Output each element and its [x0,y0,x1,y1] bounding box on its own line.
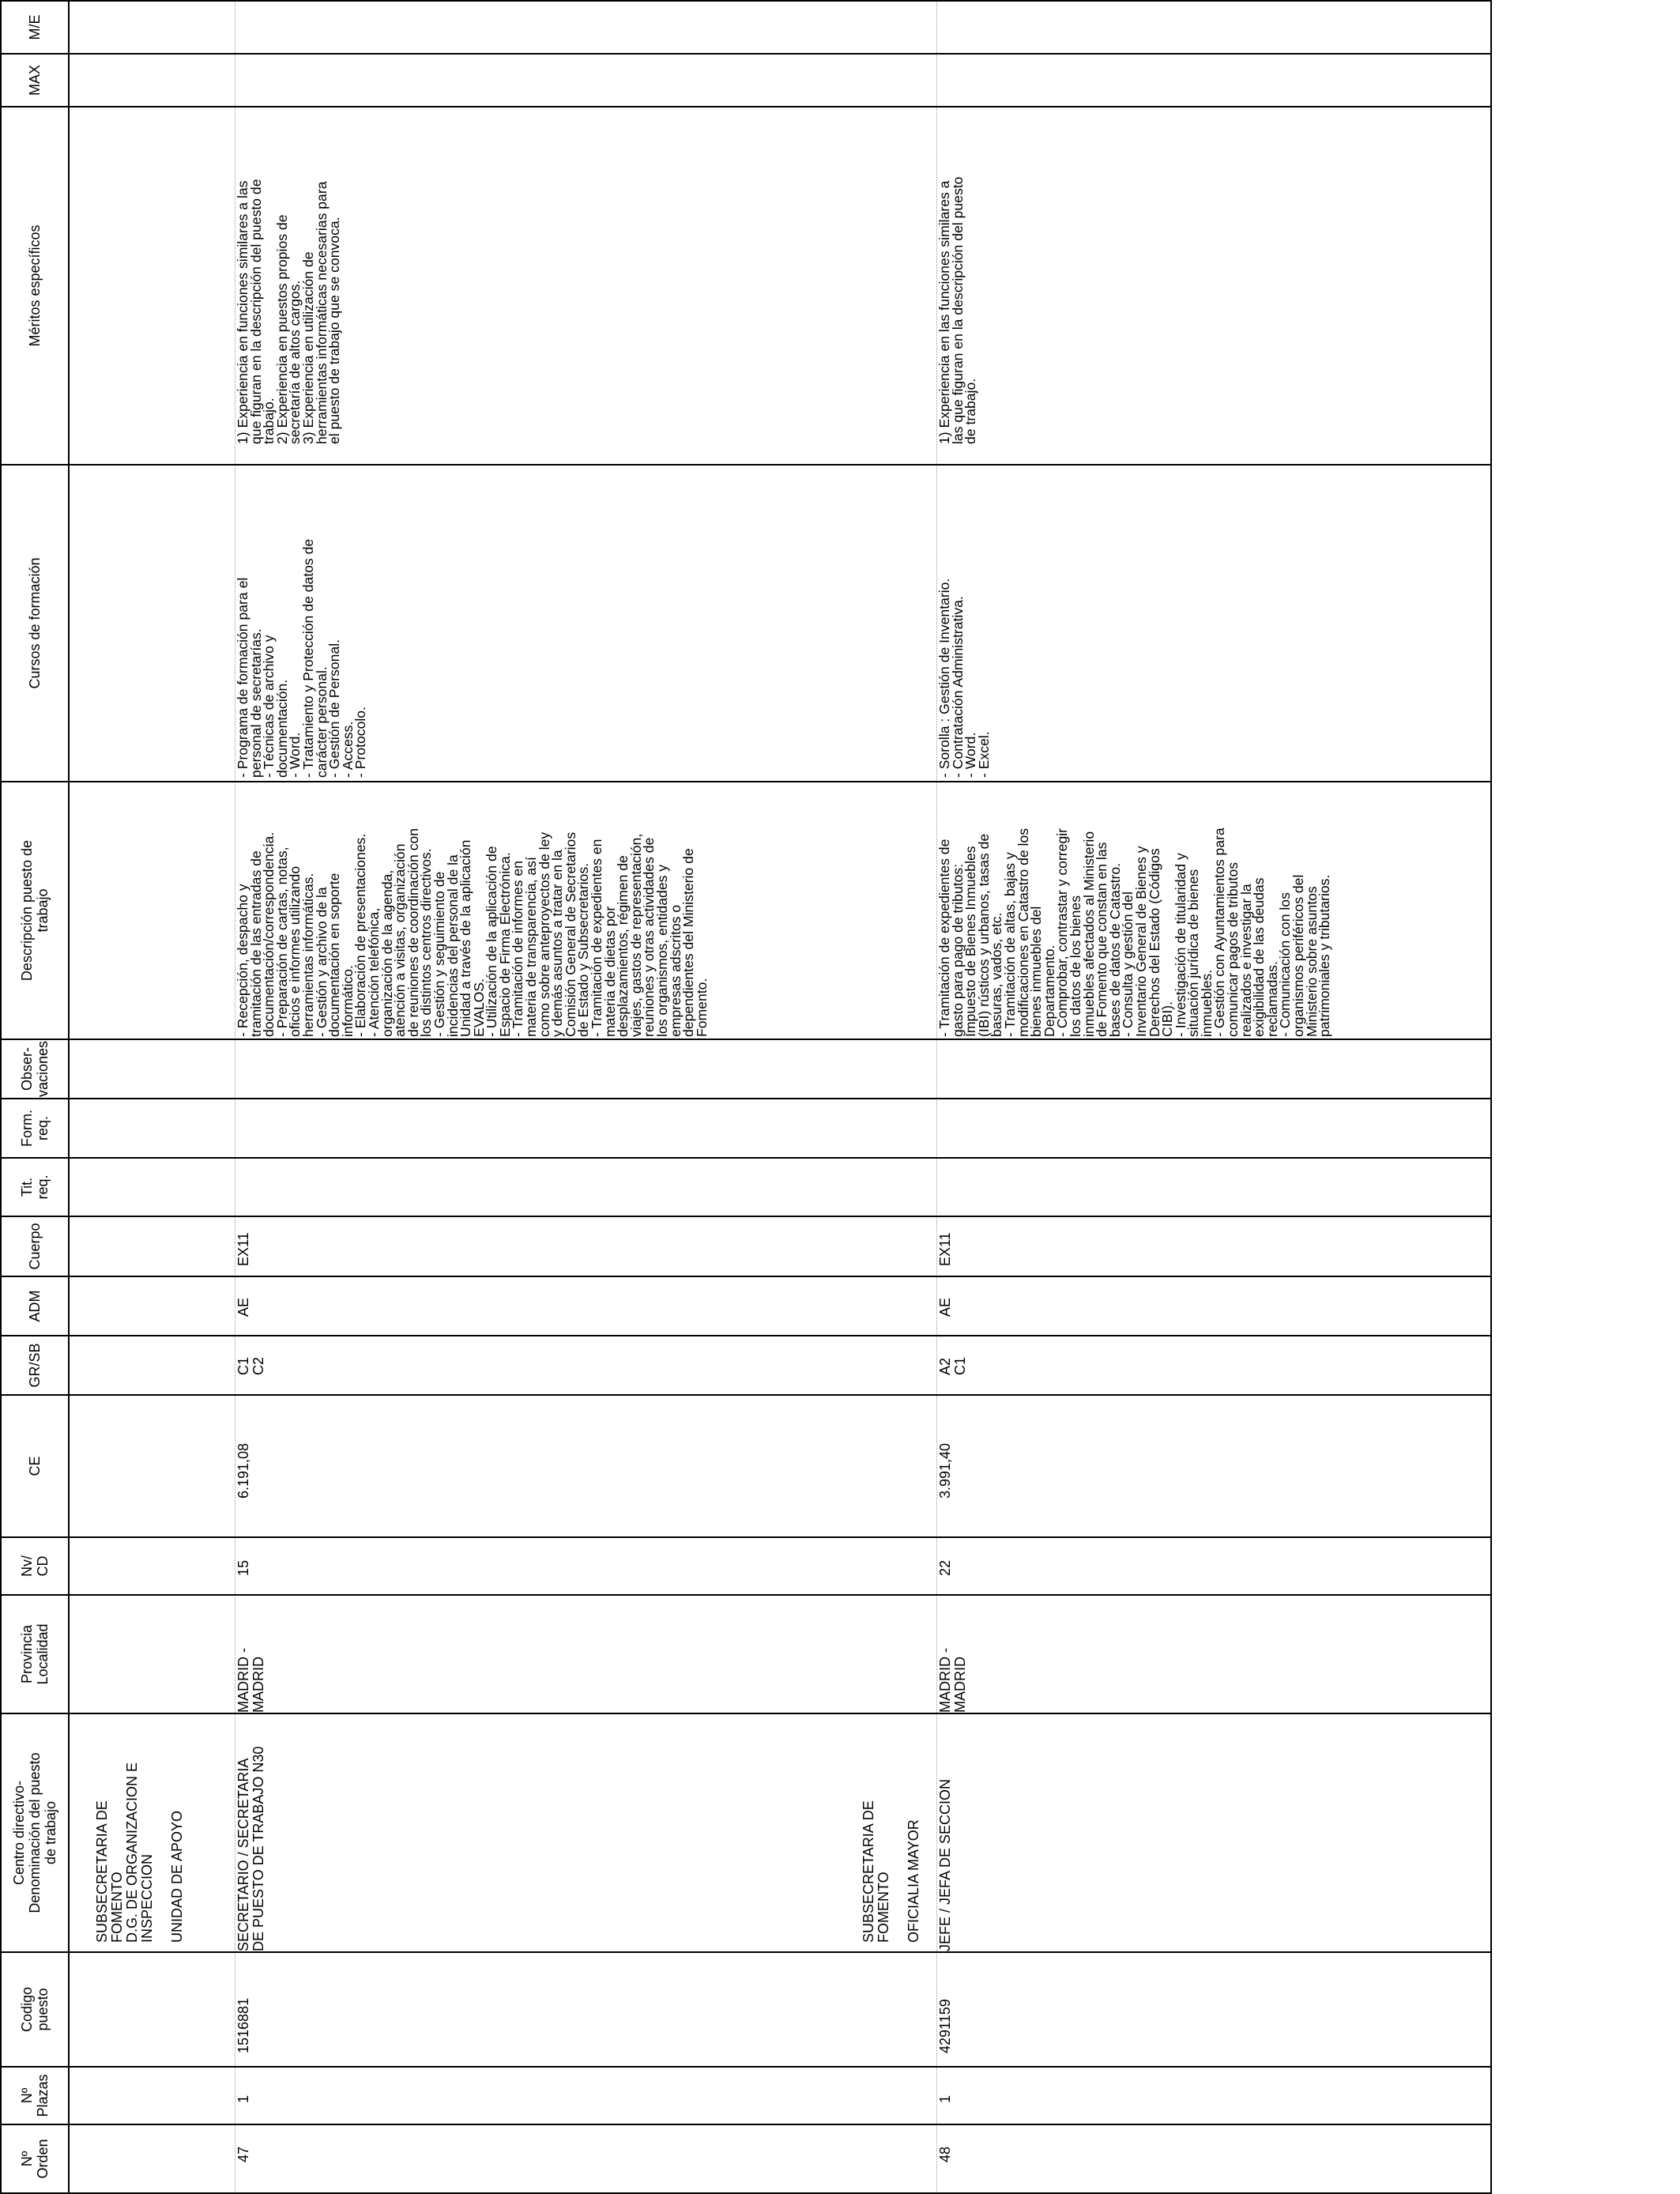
column-rule [0,1713,1492,1714]
header-observaciones: Obser- vaciones [19,1040,51,1098]
row-48-descripcion: - Tramitación de expedientes de gasto para pago de tributos: Impuesto de Bienes Inmuebles (IBI) rústicos y urbanos, tasas de basuras, vados, etc. - Tramitación de altas, bajas y modificaciones en Catastro de los bienes inmuebles del Departamento. - Comprobar, contrastar y corregir los datos de los bienes inmuebles afectados al Ministerio de Fomento que constan en las bases de datos de Catastro. - Consulta y gestión del Inventario General de Bienes y Derechos del Estado (Códigos CIBI). - Investigación de titularidad y situación jurídica de bienes inmuebles. - Gestión con Ayuntamientos para comunicar pagos de tributos realizados e investigar la exigibilidad de las deudas reclamadas. - Comunicación con los organismos periféricos del Ministerio sobre asuntos patrimoniales y tributarios. [936,827,1333,1037]
header-titreq: Tit. req. [19,1174,51,1200]
column-rule [0,53,1492,55]
row-47-descripcion: - Recepción, despacho y tramitación de las entradas de documentación/correspondencia. - Preparación de cartas, notas, oficios e informes utilizando herramientas informáticas. - Gestión y archivo de la documentación en soporte informático. - Elaboración de presentaciones. - Atención telefónica, organización de la agenda, atención a visitas, organización de reuniones de coordinación con los distintos centros directivos. - Gestión y seguimiento de incidencias del personal de la Unidad a través de la aplicación EVALOS. - Utilización de la aplicación de Espacio de Firma Electrónica. - Tramitación de informes en materia de transparencia, así como sobre anteproyectos de ley y demás asuntos a tratar en la Comisión General de Secretarios de Estado y Subsecretarios. - Tramitación de expedientes en materia de dietas por desplazamientos, régimen de viajes, gastos de representación, reuniones y otras actividades de los organismos, entidades y empresas adscritos o dependientes del Ministerio de Fomento. [235,827,710,1037]
column-rule [0,106,1492,107]
header-cuerpo: Cuerpo [27,1223,43,1270]
header-rule [68,0,70,2194]
row-47-plazas: 1 [235,2094,251,2103]
column-rule [0,2124,1492,2125]
row-47-puesto: SECRETARIO / SECRETARIA DE PUESTO DE TRABAJO N30 [235,1746,266,1951]
row-48-cuerpo: EX11 [937,1232,953,1266]
row-47-codigo: 1516881 [235,1997,251,2053]
row-47-cuerpo: EX11 [235,1232,251,1266]
column-rule [0,0,1492,2]
header-codigo: Codigo puesto [19,1986,51,2033]
column-rule [0,1594,1492,1596]
header-plazas: Nº Plazas [19,2074,51,2117]
row-48-codigo: 4291159 [937,1999,953,2053]
header-centro: Centro directivo- Denominación del puesto de trabajo [11,1752,58,1913]
group-centro-directivo: SUBSECRETARIA DE FOMENTO OFICIALIA MAYOR [861,1800,921,1943]
column-rule [0,1394,1492,1396]
row-48-localidad: MADRID - MADRID [937,1648,968,1713]
column-rule [0,1951,1492,1953]
row-47-localidad: MADRID - MADRID [235,1648,266,1713]
row-48-grsb: A2 C1 [937,1356,968,1375]
column-rule [0,1276,1492,1277]
column-rule [0,1157,1492,1159]
row-48-meritos: 1) Experiencia en las funciones similares a las que figuran en la descripción del puesto de trabajo. [936,176,979,444]
header-meritos: Méritos específicos [27,224,43,347]
group-centro-directivo: SUBSECRETARIA DE FOMENTO D.G. DE ORGANIZACION E INSPECCION UNIDAD DE APOYO [94,1762,185,1943]
row-47-grsb: C1 C2 [235,1356,266,1375]
row-47-meritos: 1) Experiencia en funciones similares a las que figuran en la descripción del puesto de trabajo. 2) Experiencia en puestos propios de secretaría de altos cargos. 3) Experiencia en utilización de herramientas informáticas necesarias para el puesto de trabajo que se convoca. [235,179,343,444]
column-rule [0,1335,1492,1336]
row-47-adm: AE [235,1297,251,1317]
table-border-bottom [1490,0,1492,2194]
row-47-nivel: 15 [235,1559,251,1576]
header-adm: ADM [27,1290,43,1322]
header-ce: CE [27,1456,43,1476]
column-rule [0,464,1492,466]
header-orden: Nº Orden [19,2139,51,2179]
column-rule [0,781,1492,782]
column-rule [0,1536,1492,1538]
column-rule [0,2066,1492,2068]
header-descripcion: Descripción puesto de trabajo [19,839,51,982]
row-48-adm: AE [937,1297,953,1317]
header-me: M/E [27,14,43,40]
header-provincia: Provincia Localidad [19,1623,51,1685]
row-47-cursos: - Programa de formación para el personal de secretarías. - Técnicas de archivo y documentación. - Word. - Tratamiento y Protección de datos de carácter personal. - Gestión de Personal. - Access. - Protocolo. [235,538,369,778]
header-grsb: GR/SB [27,1343,43,1388]
row-48-cursos: - Sorolla : Gestión de Inventario. - Contratación Administrativa. - Word. - Excel. [936,578,992,778]
column-rule [0,1216,1492,1217]
row-48-puesto: JEFE / JEFA DE SECCION [937,1778,953,1951]
column-rule [0,1039,1492,1040]
row-48-orden: 48 [937,2146,953,2162]
column-rule [0,1098,1492,1099]
header-formreq: Form. req. [19,1110,51,1147]
row-47-orden: 47 [235,2146,251,2162]
header-cursos: Cursos de formación [27,557,43,689]
row-48-ce: 3.991,40 [937,1442,953,1498]
header-nivel: Nv/ CD [19,1555,51,1577]
row-47-ce: 6.191,08 [235,1442,251,1498]
row-48-nivel: 22 [937,1559,953,1576]
row-48-plazas: 1 [937,2094,953,2103]
header-max: MAX [27,65,43,96]
